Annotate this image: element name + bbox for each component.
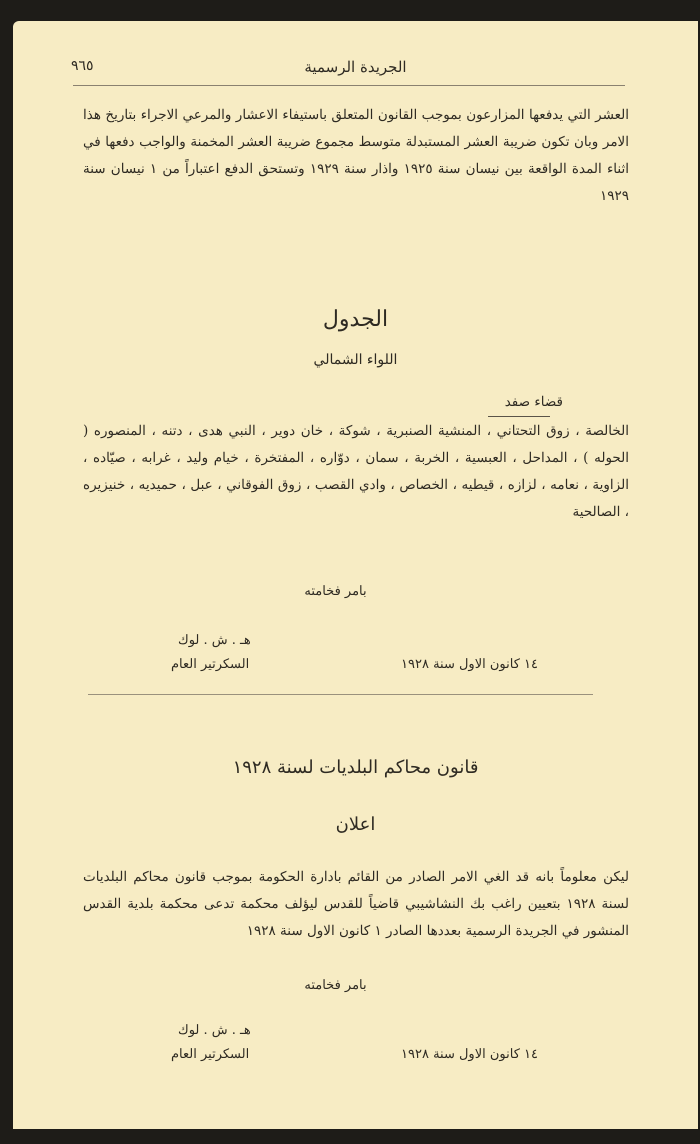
signatory-title: السكرتير العام	[171, 657, 250, 672]
villages-list: الخالصة ، زوق التحتاني ، المنشية الصنبرية ، شوكة ، خان دوير ، النبي هدى ، دتنه ، المنصوره ( الحوله ) ، المداحل ، العبسية ، الخربة ، سمان ، دوّاره ، المفتخرة ، خيام وليد ، غرابه ، صيّاده ، الزاوية ، نعامه ، لزازه ، قيطيه ، الخصاص ، وادي القصب ، زوق الفوقاني ، عبل ، حميديه ، خنيزيره ، الصالحية	[83, 423, 629, 520]
subdistrict-underline	[488, 416, 550, 417]
schedule-title: الجدول	[322, 307, 389, 332]
district-title: اللواء الشمالي	[313, 352, 398, 368]
notice-heading: اعلان	[335, 814, 376, 835]
subdistrict-heading: قضاء صفد	[504, 394, 563, 410]
signature-date: ١٤ كانون الاول سنة ١٩٢٨	[401, 1047, 539, 1062]
signatory-title: السكرتير العام	[171, 1047, 250, 1062]
gazette-page	[13, 21, 698, 1129]
signatory-name: هـ . ش . لوك	[178, 633, 251, 648]
signature-date: ١٤ كانون الاول سنة ١٩٢٨	[401, 657, 539, 672]
law-title: قانون محاكم البلديات لسنة ١٩٢٨	[232, 757, 479, 778]
gazette-title: الجريدة الرسمية	[304, 58, 407, 76]
notice-paragraph: ليكن معلوماً بانه قد الغي الامر الصادر من القائم بادارة الحكومة بموجب قانون محاكم البلديات لسنة ١٩٢٨ بتعيين راغب بك النشاشيبي قاضياً للقدس ليؤلف محكمة تدعى محكمة بلدية القدس المنشور في الجريدة الرسمية بعددها الصادر ١ كانون الاول سنة ١٩٢٨	[83, 869, 629, 939]
header-divider	[73, 85, 625, 86]
section-divider	[88, 694, 593, 695]
by-order-line: بامر فخامته	[304, 978, 367, 993]
by-order-line: بامر فخامته	[304, 584, 367, 599]
page-number: ٩٦٥	[71, 58, 94, 74]
signatory-name: هـ . ش . لوك	[178, 1023, 251, 1038]
intro-paragraph: العشر التي يدفعها المزارعون بموجب القانون المتعلق باستيفاء الاعشار والمرعي الاجراء بتاريخ هذا الامر وبان تكون ضريبة العشر المستبدلة متوسط مجموع ضريبة العشر المخمنة والواجب دفعها في اثناء المدة الواقعة بين نيسان سنة ١٩٢٥ واذار سنة ١٩٢٩ وتستحق الدفع اعتباراً من ١ نيسان سنة ١٩٢٩	[83, 107, 629, 204]
